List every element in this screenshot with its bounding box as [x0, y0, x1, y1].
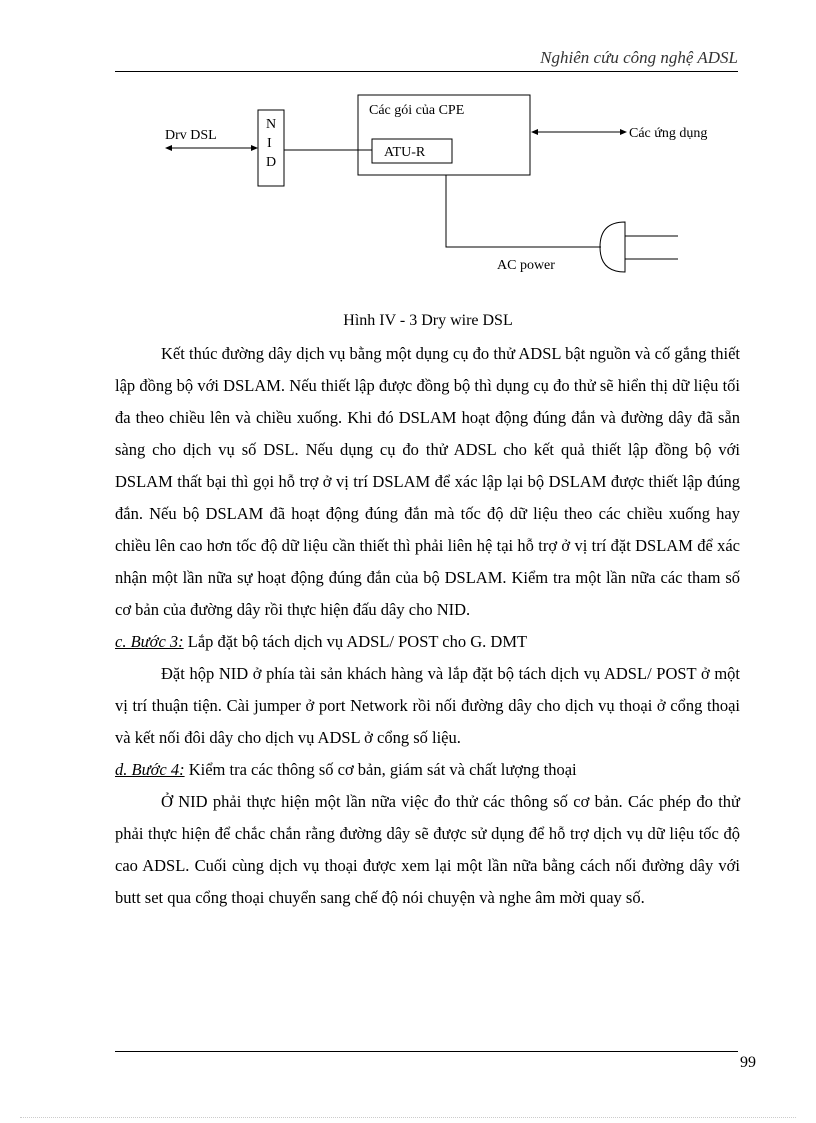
- body-text: [115, 338, 740, 914]
- ac-plug-icon: [600, 222, 625, 272]
- step-3-heading: [115, 626, 740, 658]
- ac-power-line: [446, 175, 601, 247]
- page-edge-dots: [20, 1117, 796, 1118]
- page-number: 99: [740, 1054, 756, 1071]
- paragraph-3: Ở NID phải thực hiện một lần nữa việc đo thử các thông số cơ bản. Các phép đo thử phải thực hiện để chắc chắn rằng đường dây sẽ được sử dụng để hỗ trợ dịch vụ dữ liệu tốc độ cao ADSL. Cuối cùng dịch vụ thoại được xem lại một lần nữa bằng cách nối đường dây với butt set qua cổng thoại chuyển sang chế độ nói chuyện và nghe âm mời quay số.: [115, 792, 740, 907]
- nid-letter-d: D: [266, 155, 277, 170]
- cpe-box-label: Các gói của CPE: [369, 103, 465, 118]
- nid-letter-n: N: [266, 117, 277, 132]
- step-3-label: c. Bước 3:: [115, 632, 184, 651]
- dry-dsl-arrowhead-right: [251, 145, 258, 151]
- step-4-heading: [115, 754, 740, 786]
- step-4-label: d. Bước 4:: [115, 760, 185, 779]
- atu-r-label: ATU-R: [384, 145, 426, 160]
- ac-power-label: AC power: [497, 258, 555, 273]
- apps-label: Các ứng dụng: [629, 126, 708, 141]
- step-3-text: Lắp đặt bộ tách dịch vụ ADSL/ POST cho G. DMT: [183, 632, 528, 651]
- footer-rule: [115, 1051, 738, 1052]
- apps-arrowhead-right: [620, 129, 627, 135]
- dry-dsl-label: Drv DSL: [165, 128, 217, 143]
- step-4-text: Kiểm tra các thông số cơ bản, giám sát và chất lượng thoại: [184, 760, 577, 779]
- paragraph-2: Đặt hộp NID ở phía tài sản khách hàng và lắp đặt bộ tách dịch vụ ADSL/ POST ở một vị trí thuận tiện. Cài jumper ở port Network rồi nối đường dây cho dịch vụ thoại ở cổng thoại và kết nối đôi dây cho dịch vụ ADSL ở cổng số liệu.: [115, 664, 740, 747]
- dry-dsl-arrowhead-left: [165, 145, 172, 151]
- figure-caption: Hình IV - 3 Dry wire DSL: [343, 312, 513, 329]
- apps-arrowhead-left: [531, 129, 538, 135]
- nid-letter-i: I: [267, 136, 272, 151]
- paragraph-1: Kết thúc đường dây dịch vụ bằng một dụng cụ đo thử ADSL bật nguồn và cố gắng thiết lập đồng bộ với DSLAM. Nếu thiết lập được đồng bộ thì dụng cụ đo thử sẽ hiển thị dữ liệu tối đa theo chiều lên và chiều xuống. Khi đó DSLAM hoạt động đúng đắn và đường dây đã sẵn sàng cho dịch vụ số DSL. Nếu dụng cụ đo thử ADSL cho kết quả thiết lập đồng bộ với DSLAM thất bại thì gọi hỗ trợ ở vị trí DSLAM để xác lập lại bộ DSLAM được thiết lập đúng đắn. Nếu bộ DSLAM đã hoạt động đúng đắn mà tốc độ dữ liệu theo các chiều xuống hay chiều lên cao hơn tốc độ dữ liệu cần thiết thì phải liên hệ tại hỗ trợ ở vị trí đặt DSLAM để xác nhận một lần nữa sự hoạt động đúng đắn của bộ DSLAM. Kiểm tra một lần nữa các tham số cơ bản của đường dây rồi thực hiện đấu dây cho NID.: [115, 344, 740, 619]
- running-header-title: Nghiên cứu công nghệ ADSL: [540, 48, 738, 67]
- dry-wire-dsl-diagram: [0, 0, 816, 300]
